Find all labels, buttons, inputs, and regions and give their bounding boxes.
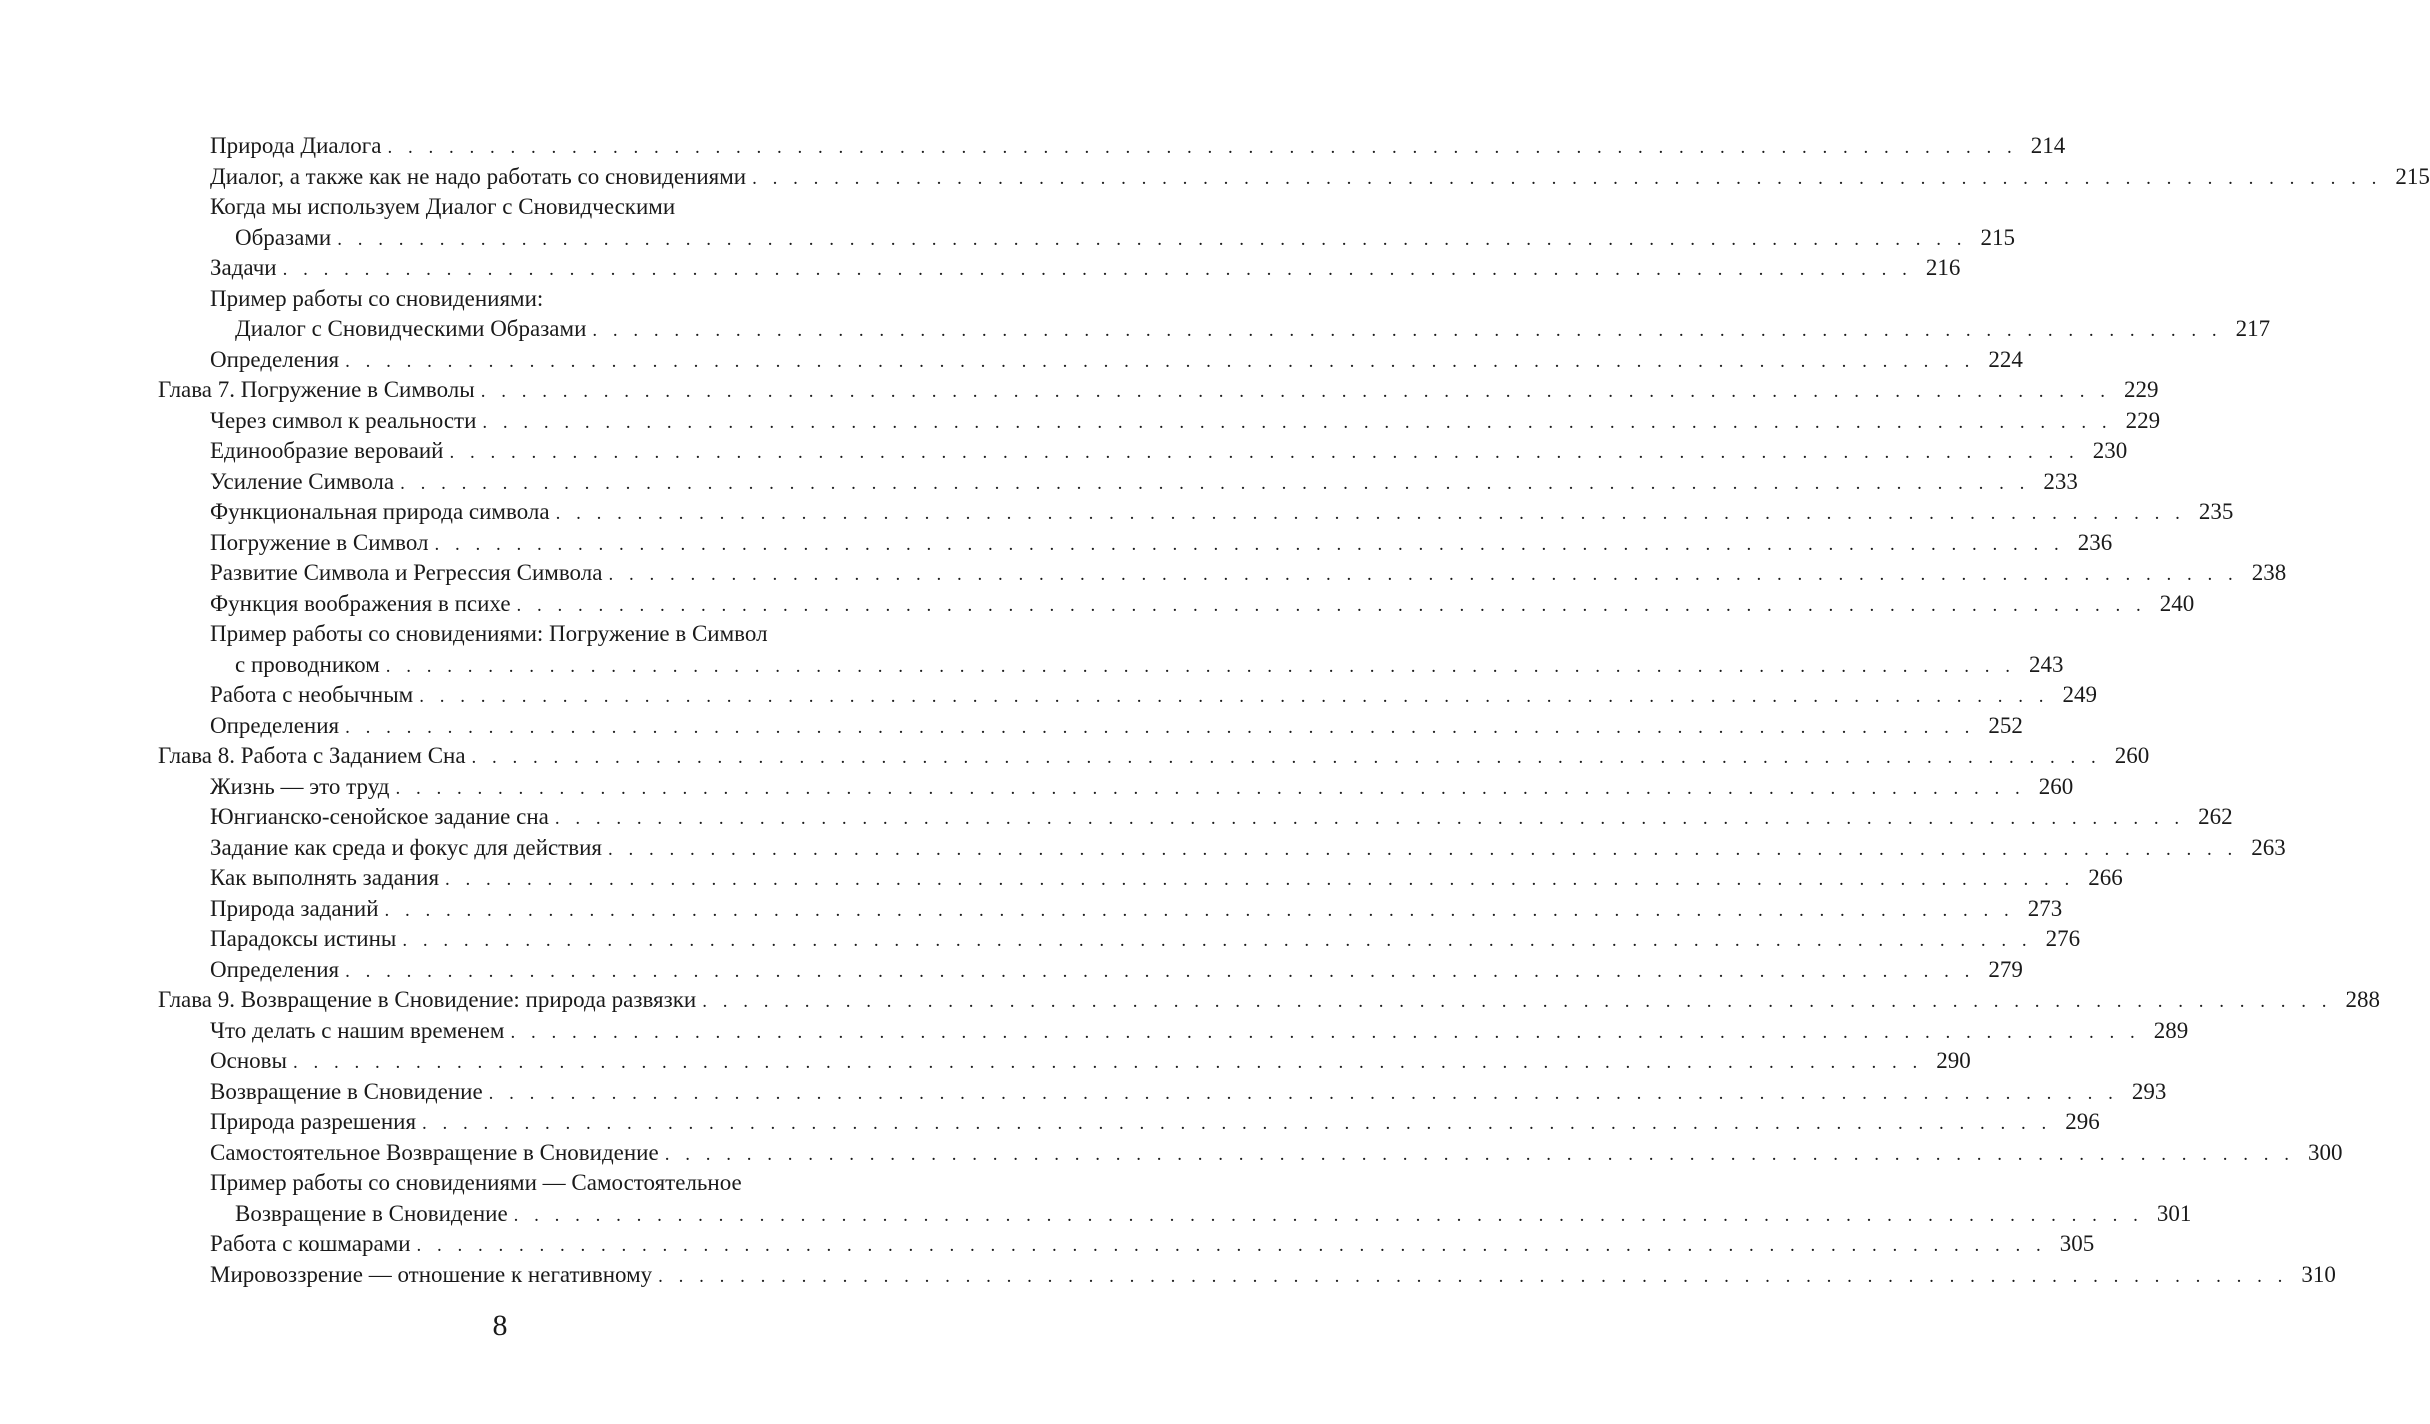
dot-leader: . . . . . . . . . . . . . . . . . . . . . . . . . . . . . . . . . . . . . . . . . . . . . . . . . . . . . . . . . . . . . . . . . . . . . . . . . . . . . . . .	[516, 594, 2147, 616]
toc-title: Когда мы используем Диалог с Сновидческими	[210, 194, 676, 219]
toc-title: Глава 7. Погружение в Символы	[158, 377, 475, 402]
toc-title: Природа Диалога	[210, 133, 382, 158]
toc-title-continuation: Возвращение в Сновидение	[235, 1200, 508, 1226]
toc-page-number: 214	[2030, 133, 2066, 158]
toc-page-number: 276	[2045, 926, 2081, 951]
toc-page-number: 290	[1936, 1048, 1971, 1073]
toc-title: Самостоятельное Возвращение в Сновидение	[210, 1139, 659, 1165]
dot-leader: . . . . . . . . . . . . . . . . . . . . . . . . . . . . . . . . . . . . . . . . . . . . . . . . . . . . . . . . . . . . . . . . . . . . . . . . . . . . . . . .	[384, 899, 2015, 921]
toc-page-number: 229	[2123, 377, 2159, 402]
dot-leader: . . . . . . . . . . . . . . . . . . . . . . . . . . . . . . . . . . . . . . . . . . . . . . . . . . . . . . . . . . . . . . . . . . . . . . . . . . . . . . . .	[282, 259, 1913, 280]
toc-title: Погружение в Символ	[210, 529, 429, 555]
toc-page-number: 260	[2038, 773, 2074, 799]
toc-page-number: 262	[2198, 804, 2233, 829]
toc-title: Жизнь — это труд	[210, 773, 390, 799]
toc-entry	[0, 924, 2081, 955]
toc-entry	[0, 345, 2023, 376]
toc-page-number: 273	[2027, 895, 2063, 921]
toc-page-number: 215	[1980, 224, 2015, 250]
toc-title: Глава 9. Возвращение в Сновидение: природа развязки	[158, 987, 697, 1012]
toc-page-number: 260	[2114, 743, 2150, 768]
dot-leader: . . . . . . . . . . . . . . . . . . . . . . . . . . . . . . . . . . . . . . . . . . . . . . . . . . . . . . . . . . . . . . . . . . . . . . . . . . . . . . . .	[395, 777, 2026, 799]
toc-page-number: 224	[1988, 346, 2023, 372]
toc-page-number: 301	[2156, 1200, 2192, 1226]
toc-page-number: 252	[1988, 712, 2023, 738]
toc-title: Работа с кошмарами	[210, 1231, 411, 1256]
dot-leader: . . . . . . . . . . . . . . . . . . . . . . . . . . . . . . . . . . . . . . . . . . . . . . . . . . . . . . . . . . . . . . . . . . . . . . . . . . . . . . . .	[482, 411, 2113, 433]
toc-title: Пример работы со сновидениями: Погружение в Символ	[210, 621, 768, 646]
toc-entry	[0, 497, 2234, 528]
toc-page-number: 216	[1925, 255, 1961, 280]
toc-entry	[0, 833, 2286, 864]
toc-title: Глава 8. Работа с Заданием Сна	[158, 743, 466, 768]
toc-title: Пример работы со сновидениями:	[210, 285, 544, 311]
toc-title: Усиление Символа	[210, 468, 395, 494]
toc-title: Задачи	[210, 255, 277, 280]
toc-title: Возвращение в Сновидение	[210, 1078, 483, 1104]
toc-entry	[0, 863, 2123, 894]
toc-page-number: 233	[2043, 468, 2078, 494]
toc-title: Основы	[210, 1048, 287, 1073]
toc-entry	[0, 955, 2023, 986]
toc-entry	[0, 1107, 2100, 1138]
toc-entry	[0, 894, 2063, 925]
toc-page-number: 289	[2153, 1017, 2189, 1043]
toc-entry	[0, 528, 2113, 559]
toc-entry	[0, 436, 2128, 467]
dot-leader: . . . . . . . . . . . . . . . . . . . . . . . . . . . . . . . . . . . . . . . . . . . . . . . . . . . . . . . . . . . . . . . . . . . . . . . . . . . . . . . .	[513, 1204, 2144, 1226]
dot-leader: . . . . . . . . . . . . . . . . . . . . . . . . . . . . . . . . . . . . . . . . . . . . . . . . . . . . . . . . . . . . . . . . . . . . . . . . . . . . . . . .	[400, 472, 2030, 494]
toc-entry	[0, 1046, 1971, 1077]
toc-entry	[0, 406, 2161, 437]
toc-title: Пример работы со сновидениями — Самостоятельное	[210, 1170, 742, 1195]
toc-page-number: 235	[2198, 499, 2234, 524]
toc-entry	[0, 1260, 2336, 1291]
toc-page-number: 293	[2131, 1078, 2167, 1104]
toc-title: Функциональная природа символа	[210, 499, 550, 524]
toc-entry	[0, 772, 2074, 803]
toc-title: Определения	[210, 346, 340, 372]
toc-entry	[0, 802, 2233, 833]
dot-leader: . . . . . . . . . . . . . . . . . . . . . . . . . . . . . . . . . . . . . . . . . . . . . . . . . . . . . . . . . . . . . . . . . . . . . . . . . . . . . . . .	[434, 533, 2065, 555]
page-number: 8	[492, 1309, 508, 1342]
toc-title: Как выполнять задания	[210, 865, 440, 890]
toc-entry	[0, 253, 1961, 284]
toc-page-number: 263	[2251, 834, 2286, 860]
toc-title: Мировоззрение — отношение к негативному	[210, 1261, 653, 1287]
toc-page-number: 229	[2125, 407, 2161, 433]
toc-entry	[0, 467, 2078, 498]
toc-entry	[0, 558, 2287, 589]
toc-entry	[0, 1229, 2095, 1260]
toc-page-number: 249	[2062, 682, 2097, 707]
toc-chapter	[0, 985, 2380, 1016]
toc-title: Диалог, а также как не надо работать со сновидениями	[210, 163, 747, 189]
toc-chapter	[0, 375, 2159, 406]
toc-entry	[0, 1168, 2192, 1229]
toc-page-number: 266	[2088, 865, 2123, 890]
toc-title-continuation: Диалог с Сновидческими Образами	[235, 316, 587, 341]
toc-title-continuation: с проводником	[235, 651, 380, 677]
toc-entry	[0, 680, 2097, 711]
toc-page-number: 310	[2301, 1261, 2336, 1287]
dot-leader: . . . . . . . . . . . . . . . . . . . . . . . . . . . . . . . . . . . . . . . . . . . . . . . . . . . . . . . . . . . . . . . . . . . . . . . . . . . . . . . .	[702, 991, 2332, 1012]
toc-page-number: 296	[2065, 1109, 2100, 1134]
toc-title-continuation: Образами	[235, 224, 332, 250]
dot-leader: . . . . . . . . . . . . . . . . . . . . . . . . . . . . . . . . . . . . . . . . . . . . . . . . . . . . . . . . . . . . . . . . . . . . . . . . . . . . . . . .	[658, 1265, 2288, 1287]
toc-entry	[0, 284, 2271, 345]
toc-title: Развитие Символа и Регрессия Символа	[210, 560, 603, 585]
dot-leader: . . . . . . . . . . . . . . . . . . . . . . . . . . . . . . . . . . . . . . . . . . . . . . . . . . . . . . . . . . . . . . . . . . . . . . . . . . . . . . . .	[480, 381, 2111, 402]
toc-title: Природа разрешения	[210, 1109, 417, 1134]
table-of-contents	[0, 131, 2430, 1290]
toc-page-number: 305	[2059, 1231, 2095, 1256]
dot-leader: . . . . . . . . . . . . . . . . . . . . . . . . . . . . . . . . . . . . . . . . . . . . . . . . . . . . . . . . . . . . . . . . . . . . . . . . . . . . . . . .	[402, 930, 2033, 951]
dot-leader: . . . . . . . . . . . . . . . . . . . . . . . . . . . . . . . . . . . . . . . . . . . . . . . . . . . . . . . . . . . . . . . . . . . . . . . . . . . . . . . .	[445, 869, 2075, 890]
toc-title: Природа заданий	[210, 895, 379, 921]
toc-page-number: 279	[1988, 956, 2023, 982]
dot-leader: . . . . . . . . . . . . . . . . . . . . . . . . . . . . . . . . . . . . . . . . . . . . . . . . . . . . . . . . . . . . . . . . . . . . . . . . . . . . . . . .	[345, 716, 1975, 738]
dot-leader: . . . . . . . . . . . . . . . . . . . . . . . . . . . . . . . . . . . . . . . . . . . . . . . . . . . . . . . . . . . . . . . . . . . . . . . . . . . . . . . .	[608, 564, 2239, 585]
dot-leader: . . . . . . . . . . . . . . . . . . . . . . . . . . . . . . . . . . . . . . . . . . . . . . . . . . . . . . . . . . . . . . . . . . . . . . . . . . . . . . . .	[292, 1052, 1923, 1073]
toc-title: Функция воображения в психе	[210, 590, 511, 616]
toc-page-number: 243	[2029, 651, 2064, 677]
toc-entry	[0, 1016, 2189, 1047]
toc-entry	[0, 711, 2023, 742]
toc-entry	[0, 192, 2015, 253]
toc-page-number: 230	[2092, 438, 2128, 463]
dot-leader: . . . . . . . . . . . . . . . . . . . . . . . . . . . . . . . . . . . . . . . . . . . . . . . . . . . . . . . . . . . . . . . . . . . . . . . . . . . . . . . .	[416, 1235, 2047, 1256]
dot-leader: . . . . . . . . . . . . . . . . . . . . . . . . . . . . . . . . . . . . . . . . . . . . . . . . . . . . . . . . . . . . . . . . . . . . . . . . . . . . . . . .	[419, 686, 2049, 707]
dot-leader: . . . . . . . . . . . . . . . . . . . . . . . . . . . . . . . . . . . . . . . . . . . . . . . . . . . . . . . . . . . . . . . . . . . . . . . . . . . . . . . .	[337, 228, 1967, 250]
toc-entry	[0, 589, 2195, 620]
dot-leader: . . . . . . . . . . . . . . . . . . . . . . . . . . . . . . . . . . . . . . . . . . . . . . . . . . . . . . . . . . . . . . . . . . . . . . . . . . . . . . . .	[488, 1082, 2119, 1104]
dot-leader: . . . . . . . . . . . . . . . . . . . . . . . . . . . . . . . . . . . . . . . . . . . . . . . . . . . . . . . . . . . . . . . . . . . . . . . . . . . . . . . .	[422, 1113, 2052, 1134]
dot-leader: . . . . . . . . . . . . . . . . . . . . . . . . . . . . . . . . . . . . . . . . . . . . . . . . . . . . . . . . . . . . . . . . . . . . . . . . . . . . . . . .	[387, 137, 2018, 158]
toc-title: Работа с необычным	[210, 682, 414, 707]
toc-chapter	[0, 741, 2150, 772]
toc-title: Определения	[210, 956, 340, 982]
dot-leader: . . . . . . . . . . . . . . . . . . . . . . . . . . . . . . . . . . . . . . . . . . . . . . . . . . . . . . . . . . . . . . . . . . . . . . . . . . . . . . . .	[592, 320, 2223, 341]
toc-entry	[0, 619, 2064, 680]
toc-title: Определения	[210, 712, 340, 738]
toc-page-number: 240	[2159, 590, 2195, 616]
dot-leader: . . . . . . . . . . . . . . . . . . . . . . . . . . . . . . . . . . . . . . . . . . . . . . . . . . . . . . . . . . . . . . . . . . . . . . . . . . . . . . . .	[664, 1143, 2295, 1165]
dot-leader: . . . . . . . . . . . . . . . . . . . . . . . . . . . . . . . . . . . . . . . . . . . . . . . . . . . . . . . . . . . . . . . . . . . . . . . . . . . . . . . .	[385, 655, 2016, 677]
toc-title: Что делать с нашим временем	[210, 1017, 505, 1043]
toc-entry	[0, 162, 2430, 193]
toc-page-number: 288	[2345, 987, 2380, 1012]
toc-title: Через символ к реальности	[210, 407, 477, 433]
toc-entry	[0, 1077, 2167, 1108]
dot-leader: . . . . . . . . . . . . . . . . . . . . . . . . . . . . . . . . . . . . . . . . . . . . . . . . . . . . . . . . . . . . . . . . . . . . . . . . . . . . . . . .	[345, 960, 1975, 982]
toc-entry	[0, 1138, 2343, 1169]
dot-leader: . . . . . . . . . . . . . . . . . . . . . . . . . . . . . . . . . . . . . . . . . . . . . . . . . . . . . . . . . . . . . . . . . . . . . . . . . . . . . . . .	[345, 350, 1975, 372]
toc-entry	[0, 131, 2066, 162]
dot-leader: . . . . . . . . . . . . . . . . . . . . . . . . . . . . . . . . . . . . . . . . . . . . . . . . . . . . . . . . . . . . . . . . . . . . . . . . . . . . . . . .	[510, 1021, 2141, 1043]
toc-title: Парадоксы истины	[210, 926, 397, 951]
dot-leader: . . . . . . . . . . . . . . . . . . . . . . . . . . . . . . . . . . . . . . . . . . . . . . . . . . . . . . . . . . . . . . . . . . . . . . . . . . . . . . . .	[554, 808, 2185, 829]
toc-page-number: 215	[2395, 163, 2430, 189]
toc-title: Юнгианско-сенойское задание сна	[210, 804, 549, 829]
dot-leader: . . . . . . . . . . . . . . . . . . . . . . . . . . . . . . . . . . . . . . . . . . . . . . . . . . . . . . . . . . . . . . . . . . . . . . . . . . . . . . . .	[752, 167, 2382, 189]
toc-title: Единообразие вероваий	[210, 438, 444, 463]
toc-page-number: 236	[2077, 529, 2113, 555]
toc-page-number: 217	[2235, 316, 2271, 341]
dot-leader: . . . . . . . . . . . . . . . . . . . . . . . . . . . . . . . . . . . . . . . . . . . . . . . . . . . . . . . . . . . . . . . . . . . . . . . . . . . . . . . .	[471, 747, 2102, 768]
dot-leader: . . . . . . . . . . . . . . . . . . . . . . . . . . . . . . . . . . . . . . . . . . . . . . . . . . . . . . . . . . . . . . . . . . . . . . . . . . . . . . . .	[607, 838, 2238, 860]
dot-leader: . . . . . . . . . . . . . . . . . . . . . . . . . . . . . . . . . . . . . . . . . . . . . . . . . . . . . . . . . . . . . . . . . . . . . . . . . . . . . . . .	[449, 442, 2080, 463]
toc-page-number: 300	[2307, 1139, 2343, 1165]
toc-page-number: 238	[2251, 560, 2287, 585]
toc-title: Задание как среда и фокус для действия	[210, 834, 602, 860]
dot-leader: . . . . . . . . . . . . . . . . . . . . . . . . . . . . . . . . . . . . . . . . . . . . . . . . . . . . . . . . . . . . . . . . . . . . . . . . . . . . . . . .	[555, 503, 2186, 524]
